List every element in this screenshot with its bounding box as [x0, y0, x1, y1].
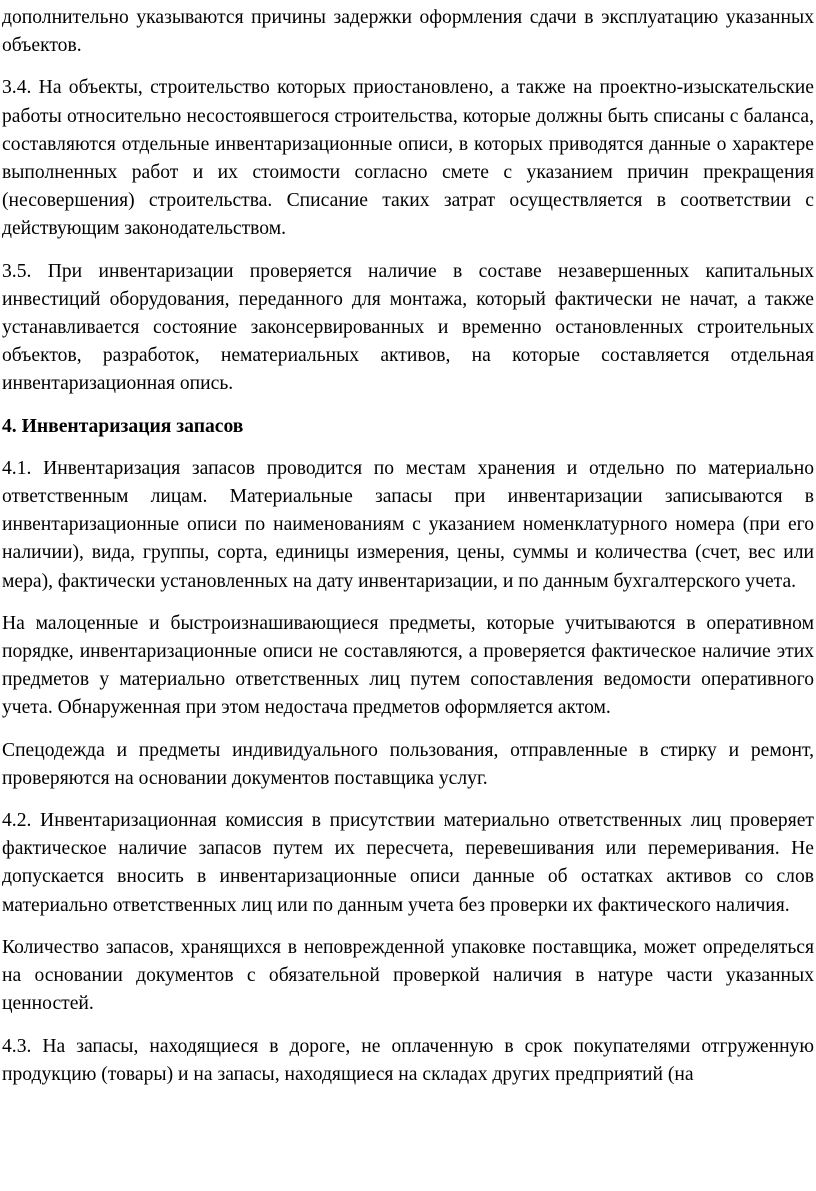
paragraph-workwear: Спецодежда и предметы индивидуального пользования, отправленные в стирку и ремонт, проверяются на основании документов поставщика услуг.: [2, 739, 814, 789]
paragraph-low-value-items: На малоценные и быстроизнашивающиеся предметы, которые учитываются в оперативном порядке, инвентаризационные описи не составляются, а проверяется фактическое наличие этих предметов у материально ответственных лиц путем сопоставления ведомости оперативного учета. Обнаруженная при этом недостача предметов оформляется актом.: [2, 612, 814, 719]
paragraph-continuation: дополнительно указываются причины задержки оформления сдачи в эксплуатацию указанных объектов.: [2, 7, 814, 57]
paragraph-packaged-stock: Количество запасов, хранящихся в неповрежденной упаковке поставщика, может определяться на основании документов с обязательной проверкой наличия в натуре части указанных ценностей.: [2, 936, 814, 1015]
paragraph-4-2: 4.2. Инвентаризационная комиссия в присутствии материально ответственных лиц проверяет фактическое наличие запасов путем их пересчета, перевешивания или перемеривания. Не допускается вносить в инвентаризационные описи данные об остатках активов со слов материально ответственных лиц или по данным учета без проверки их фактического наличия.: [2, 810, 814, 916]
section-heading: 4. Инвентаризация запасов: [2, 415, 244, 437]
paragraph-4-3: 4.3. На запасы, находящиеся в дороге, не оплаченную в срок покупателями отгруженную продукцию (товары) и на запасы, находящиеся на складах других предприятий (на: [2, 1035, 814, 1085]
paragraph-4-1: 4.1. Инвентаризация запасов проводится по местам хранения и отдельно по материально ответственным лицам. Материальные запасы при инвентаризации записываются в инвентаризационные описи по наименованиям с указанием номенклатурного номера (при его наличии), вида, группы, сорта, единицы измерения, цены, суммы и количества (счет, вес или мера), фактически установленных на дату инвентаризации, и по данным бухгалтерского учета.: [2, 457, 814, 592]
paragraph-3-4: 3.4. На объекты, строительство которых приостановлено, а также на проектно-изыскательские работы относительно несостоявшегося строительства, которые должны быть списаны с баланса, составляются отдельные инвентаризационные описи, в которых приводятся данные о характере выполненных работ и их стоимости согласно смете с указанием причин прекращения (несовершения) строительства. Списание таких затрат осуществляется в соответствии с действующим законодательством.: [2, 77, 814, 240]
paragraph-3-5: 3.5. При инвентаризации проверяется наличие в составе незавершенных капитальных инвестиций оборудования, переданного для монтажа, который фактически не начат, а также устанавливается состояние законсервированных и временно остановленных строительных объектов, разработок, нематериальных активов, на которые составляется отдельная инвентаризационная опись.: [2, 260, 814, 395]
